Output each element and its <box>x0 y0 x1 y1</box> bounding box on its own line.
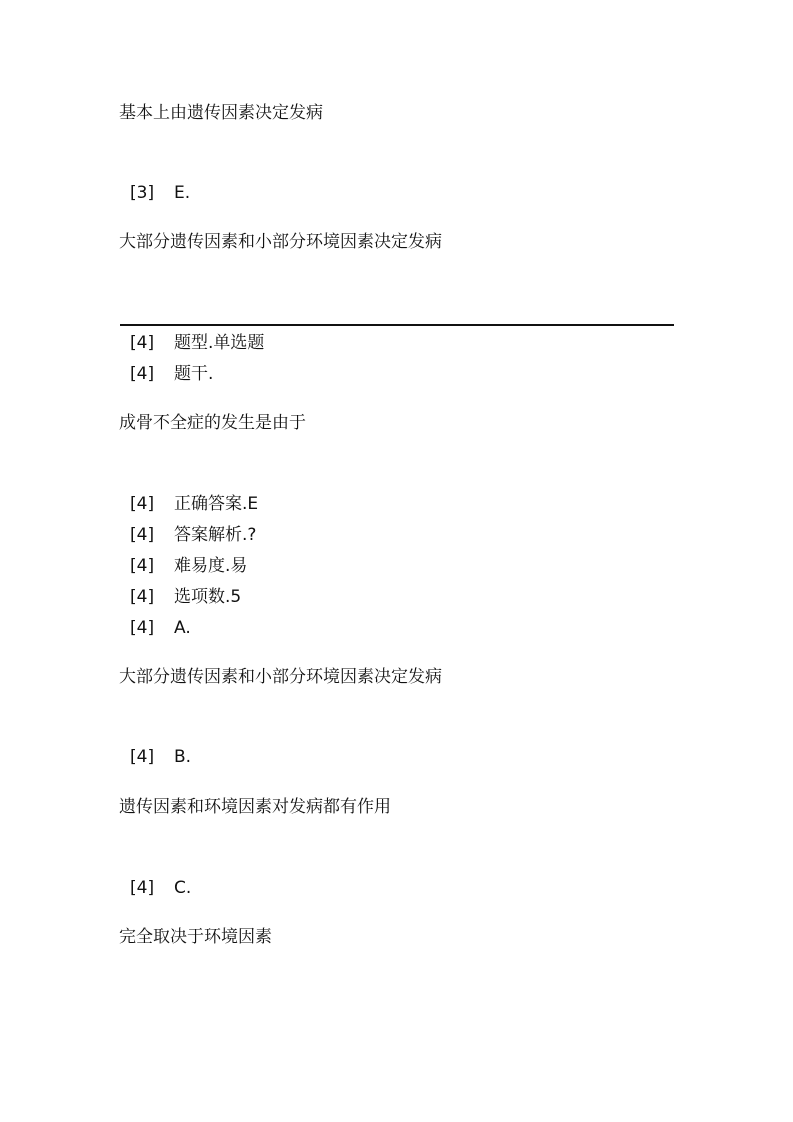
separator-rule <box>120 324 674 326</box>
item-tag: [4] <box>130 556 155 576</box>
option-count <box>130 587 241 607</box>
item-tag: [4] <box>130 747 155 767</box>
answer-analysis <box>130 525 256 545</box>
correct-answer <box>130 494 258 514</box>
option-label: C. <box>174 878 192 898</box>
item-tag: [4] <box>130 525 155 545</box>
item-tag: [4] <box>130 587 155 607</box>
item-tag: [4] <box>130 618 155 638</box>
option-b-label <box>130 747 191 767</box>
answer-analysis-label: 答案解析.? <box>174 525 257 545</box>
item-tag: [4] <box>130 333 155 353</box>
option-a-label <box>130 618 191 638</box>
prev-option-e-text: 大部分遗传因素和小部分环境因素决定发病 <box>119 232 442 252</box>
question-type-label: 题型.单选题 <box>174 333 265 353</box>
stem-label: 题干. <box>174 364 214 384</box>
item-tag: [4] <box>130 878 155 898</box>
option-label: A. <box>174 618 191 638</box>
correct-answer-label: 正确答案.E <box>174 494 259 514</box>
difficulty-label: 难易度.易 <box>174 556 248 576</box>
difficulty <box>130 556 247 576</box>
option-a-text: 大部分遗传因素和小部分环境因素决定发病 <box>119 667 442 687</box>
prev-option-e-label <box>130 183 190 203</box>
option-label: B. <box>174 747 192 767</box>
option-label: E. <box>174 183 191 203</box>
question-stem-text: 成骨不全症的发生是由于 <box>119 413 306 433</box>
option-b-text: 遗传因素和环境因素对发病都有作用 <box>119 797 391 817</box>
question-stem-label <box>130 364 213 384</box>
option-c-text: 完全取决于环境因素 <box>119 927 272 947</box>
option-c-label <box>130 878 191 898</box>
option-count-label: 选项数.5 <box>174 587 242 607</box>
item-tag: [3] <box>130 183 155 203</box>
question-type <box>130 333 264 353</box>
prev-option-d-text: 基本上由遗传因素决定发病 <box>119 103 323 123</box>
item-tag: [4] <box>130 494 155 514</box>
item-tag: [4] <box>130 364 155 384</box>
